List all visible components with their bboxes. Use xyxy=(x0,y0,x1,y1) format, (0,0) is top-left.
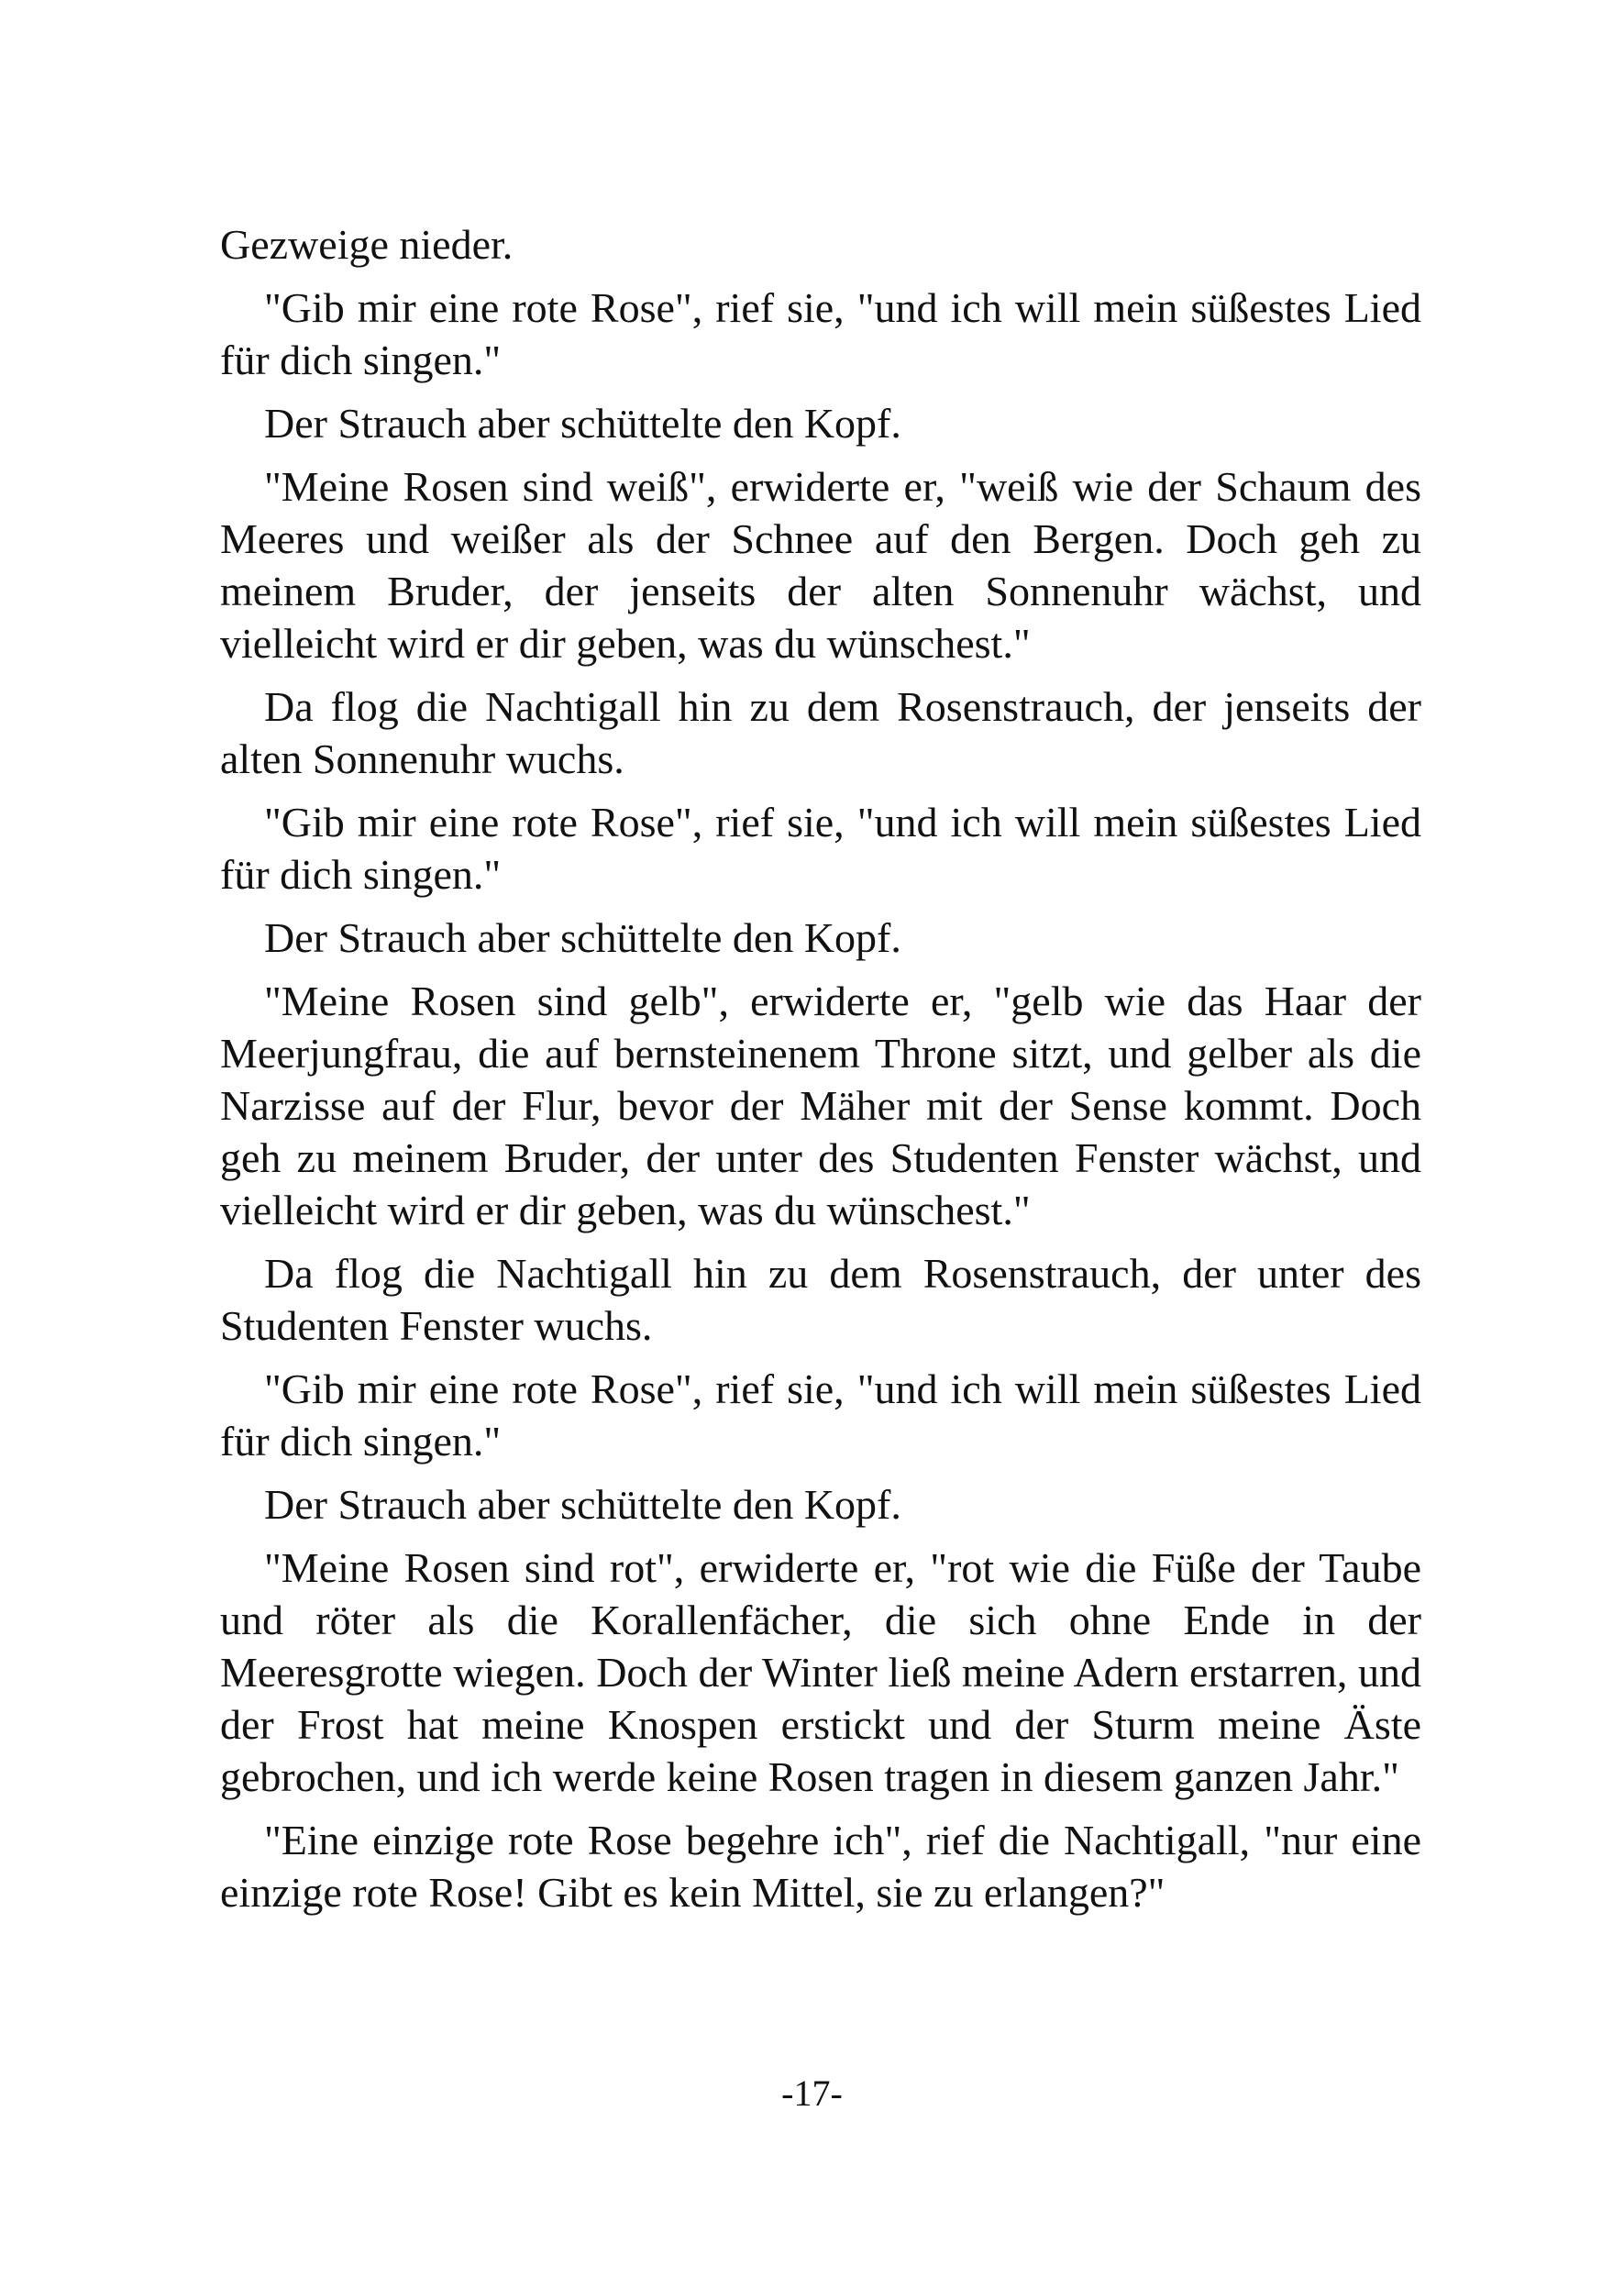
paragraph: Der Strauch aber schüttelte den Kopf. xyxy=(264,914,901,961)
body-text xyxy=(220,218,1421,1929)
paragraph: "Meine Rosen sind weiß", erwiderte er, "weiß wie der Schaum des Meeres und weißer als der Schnee auf den Bergen. Doch geh zu meinem Bruder, der jenseits der alten Sonnenuhr wächst, und vielleicht wird er dir geben, was du wünschest." xyxy=(220,463,1421,667)
paragraph: "Gib mir eine rote Rose", rief sie, "und ich will mein süßestes Lied für dich singen." xyxy=(220,284,1421,383)
paragraph: "Gib mir eine rote Rose", rief sie, "und ich will mein süßestes Lied für dich singen." xyxy=(220,799,1421,898)
paragraph: Da flog die Nachtigall hin zu dem Rosenstrauch, der unter des Studenten Fenster wuchs. xyxy=(220,1250,1421,1349)
page-number: -17- xyxy=(781,2073,843,2114)
paragraph: Gezweige nieder. xyxy=(220,221,514,268)
paragraph: Da flog die Nachtigall hin zu dem Rosenstrauch, der jenseits der alten Sonnenuhr wuchs. xyxy=(220,683,1421,782)
paragraph: "Eine einzige rote Rose begehre ich", rief die Nachtigall, "nur eine einzige rote Rose! Gibt es kein Mittel, sie zu erlangen?" xyxy=(220,1817,1421,1916)
paragraph: "Meine Rosen sind rot", erwiderte er, "rot wie die Füße der Taube und röter als die Korallenfächer, die sich ohne Ende in der Meeresgrotte wiegen. Doch der Winter ließ meine Adern erstarren, und der Frost hat meine Knospen erstickt und der Sturm meine Äste gebrochen, und ich werde keine Rosen tragen in diesem ganzen Jahr." xyxy=(220,1544,1421,1800)
paragraph: "Meine Rosen sind gelb", erwiderte er, "gelb wie das Haar der Meerjungfrau, die auf bernsteinenem Throne sitzt, und gelber als die Narzisse auf der Flur, bevor der Mäher mit der Sense kommt. Doch geh zu meinem Bruder, der unter des Studenten Fenster wächst, und vielleicht wird er dir geben, was du wünschest." xyxy=(220,978,1421,1233)
paragraph: Der Strauch aber schüttelte den Kopf. xyxy=(264,400,901,447)
paragraph: Der Strauch aber schüttelte den Kopf. xyxy=(264,1481,901,1528)
paragraph: "Gib mir eine rote Rose", rief sie, "und ich will mein süßestes Lied für dich singen." xyxy=(220,1365,1421,1465)
